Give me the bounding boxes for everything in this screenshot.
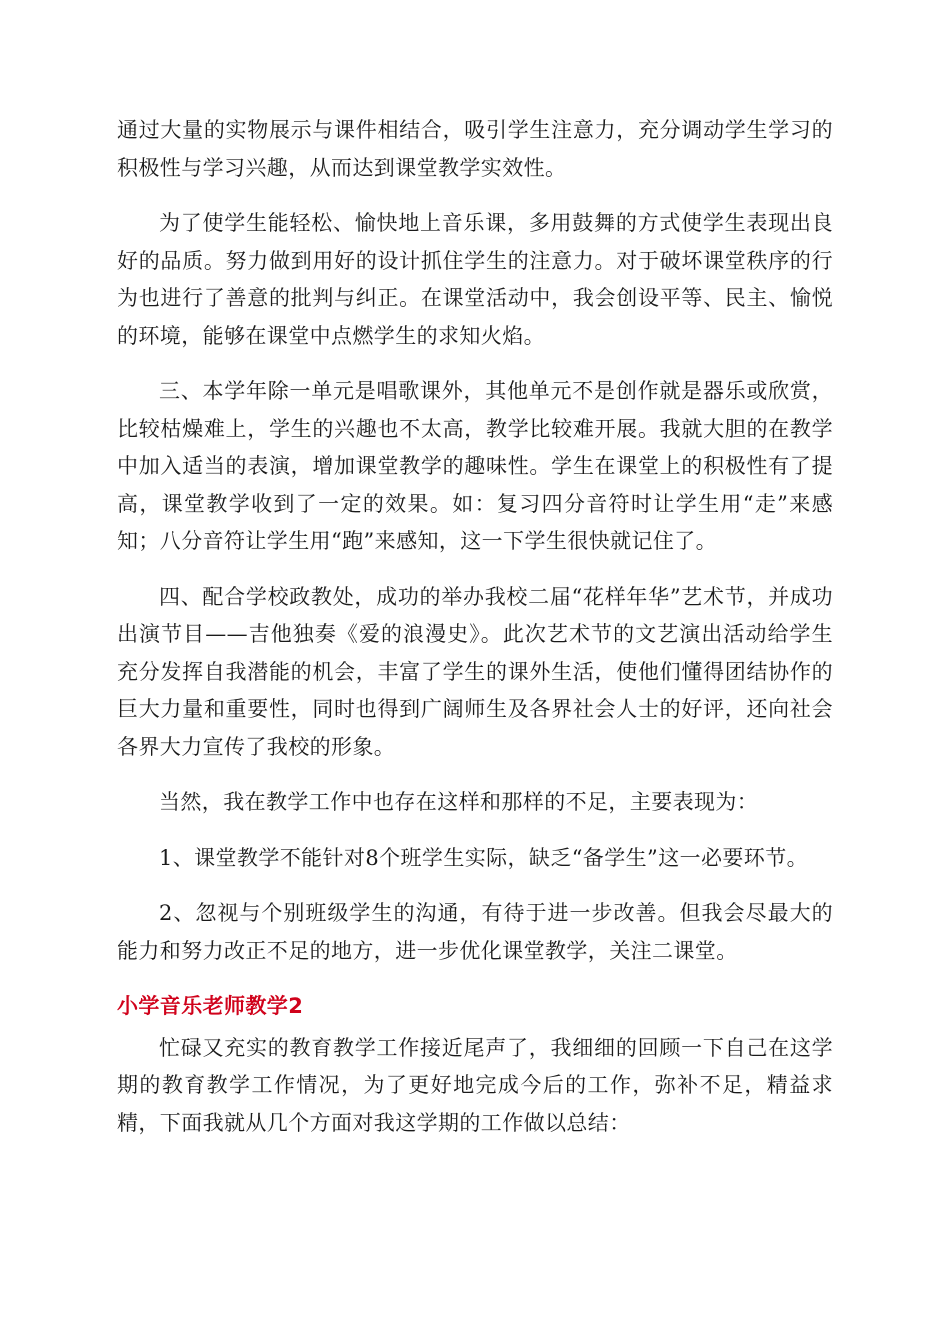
paragraph-shortcomings-intro: 当然，我在教学工作中也存在这样和那样的不足，主要表现为： [159,790,759,814]
paragraph-continuation: 通过大量的实物展示与课件相结合，吸引学生注意力，充分调动学生学习的积极性与学习兴趣，从而达到课堂教学实效性。 [117,118,833,180]
paragraph-summary-intro: 忙碌又充实的教育教学工作接近尾声了，我细细的回顾一下自己在这学期的教育教学工作情况，为了更好地完成今后的工作，弥补不足，精益求精，下面我就从几个方面对我这学期的工作做以总结： [117,1035,833,1135]
section-heading: 小学音乐老师教学2 [117,994,304,1018]
paragraph-classroom-environment: 为了使学生能轻松、愉快地上音乐课，多用鼓舞的方式使学生表现出良好的品质。努力做到用好的设计抓住学生的注意力。对于破坏课堂秩序的行为也进行了善意的批判与纠正。在课堂活动中，我会创设平等、民主、愉悦的环境，能够在课堂中点燃学生的求知火焰。 [117,211,833,348]
paragraph-shortcoming-1: 1、课堂教学不能针对8个班学生实际，缺乏“备学生”这一必要环节。 [159,845,808,870]
paragraph-shortcoming-2: 2、忽视与个别班级学生的沟通，有待于进一步改善。但我会尽最大的能力和努力改正不足的地方，进一步优化课堂教学，关注二课堂。 [117,901,833,963]
document-page [117,112,833,1160]
paragraph-point-four: 四、配合学校政教处，成功的举办我校二届“花样年华”艺术节，并成功出演节目——吉他独奏《爱的浪漫史》。此次艺术节的文艺演出活动给学生充分发挥自我潜能的机会，丰富了学生的课外生活，使他们懂得团结协作的巨大力量和重要性，同时也得到广阔师生及各界社会人士的好评，还向社会各界大力宣传了我校的形象。 [117,584,833,759]
paragraph-point-three: 三、本学年除一单元是唱歌课外，其他单元不是创作就是器乐或欣赏，比较枯燥难上，学生的兴趣也不太高，教学比较难开展。我就大胆的在教学中加入适当的表演，增加课堂教学的趣味性。学生在课堂上的积极性有了提高，课堂教学收到了一定的效果。如：复习四分音符时让学生用“走”来感知；八分音符让学生用“跑”来感知，这一下学生很快就记住了。 [117,379,833,553]
